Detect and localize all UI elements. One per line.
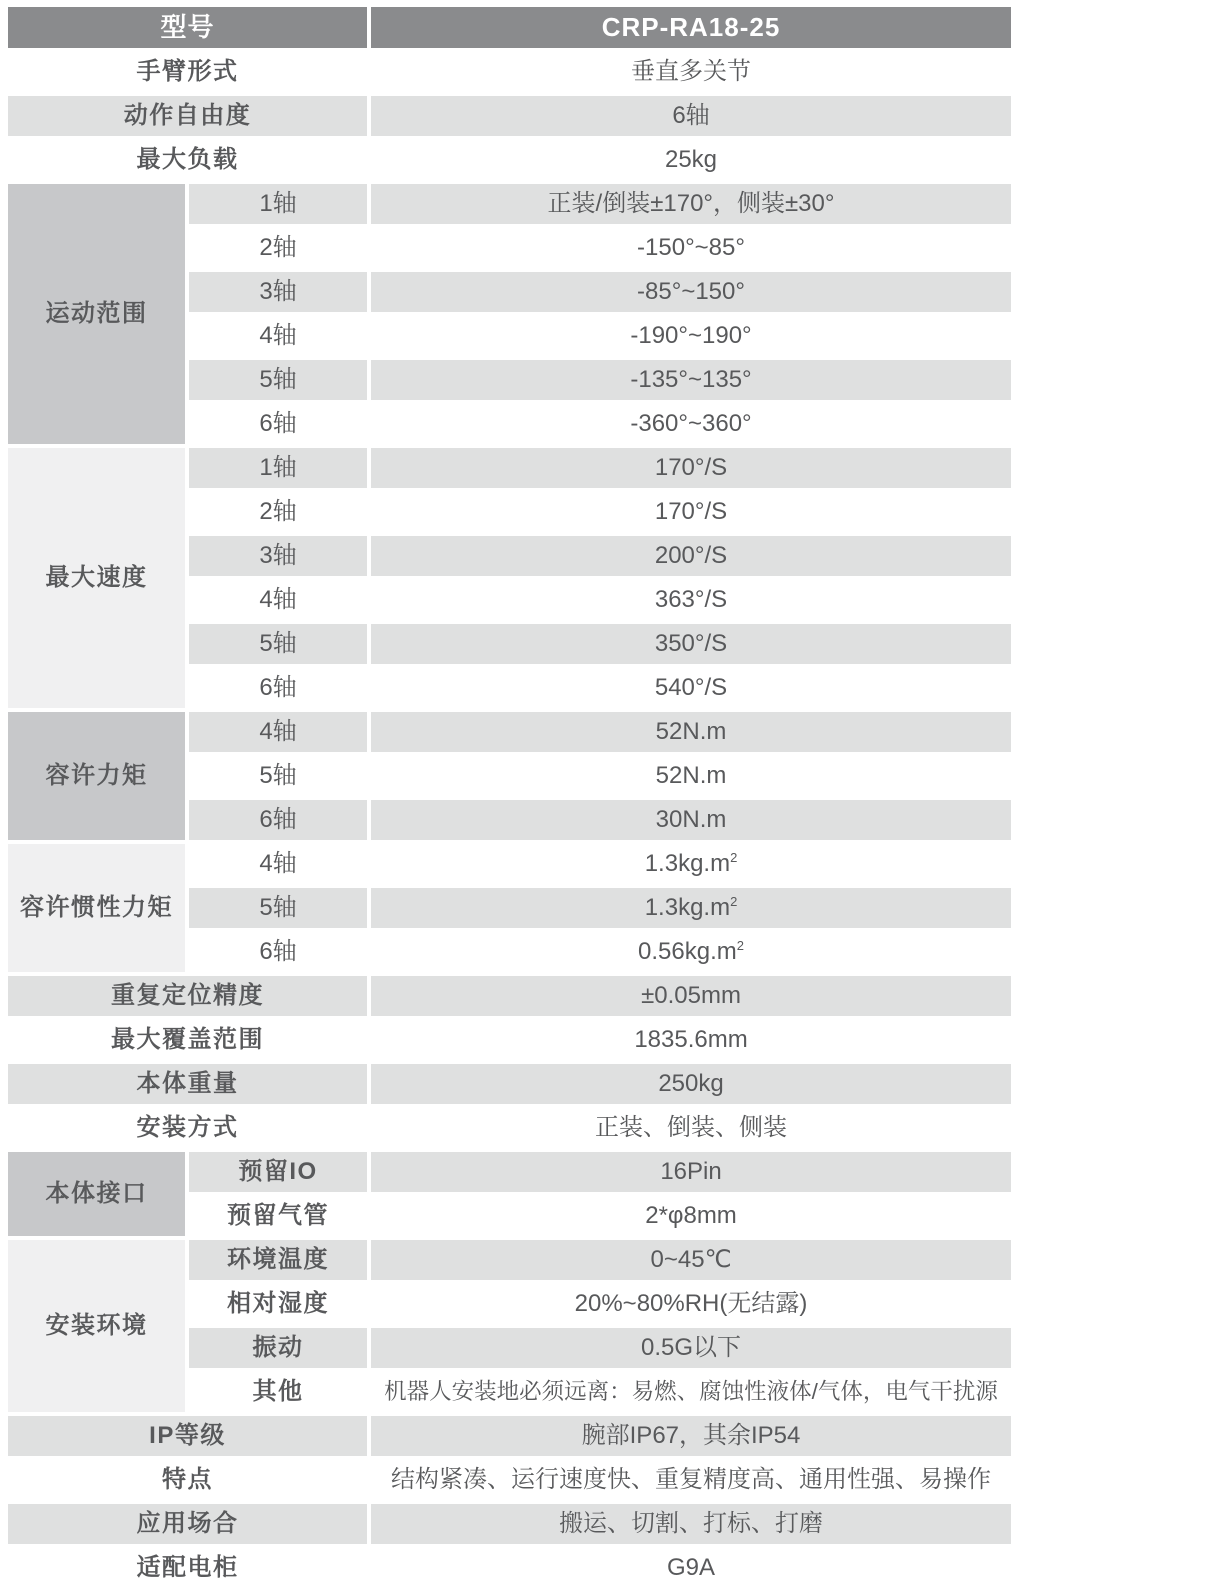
value-cell: -360°~360° (371, 404, 1011, 444)
value-cell: -190°~190° (371, 316, 1011, 356)
spec-table (4, 3, 1015, 1592)
group-label-cell: 容许惯性力矩 (8, 844, 185, 972)
row-label-cell: 安装方式 (8, 1108, 367, 1148)
row-label-cell: 最大覆盖范围 (8, 1020, 367, 1060)
axis-label-cell: 1轴 (189, 184, 367, 224)
group-label-cell: 安装环境 (8, 1240, 185, 1412)
table-row (8, 976, 1011, 1016)
value-cell: 20%~80%RH(无结露) (371, 1284, 1011, 1324)
table-row (8, 1108, 1011, 1148)
group-label-cell: 最大速度 (8, 448, 185, 708)
axis-label-cell: 6轴 (189, 668, 367, 708)
value-cell: 250kg (371, 1064, 1011, 1104)
table-row (8, 140, 1011, 180)
axis-label-cell: 6轴 (189, 404, 367, 444)
value-cell: G9A (371, 1548, 1011, 1588)
axis-label-cell: 1轴 (189, 448, 367, 488)
table-row (8, 1240, 1011, 1280)
row-label-cell: 应用场合 (8, 1504, 367, 1544)
sub-label-cell: 预留IO (189, 1152, 367, 1192)
table-row (8, 96, 1011, 136)
axis-label-cell: 6轴 (189, 800, 367, 840)
row-label-cell: IP等级 (8, 1416, 367, 1456)
row-label-cell: 适配电柜 (8, 1548, 367, 1588)
page (4, 3, 1226, 1592)
axis-label-cell: 5轴 (189, 624, 367, 664)
group-label-cell: 本体接口 (8, 1152, 185, 1236)
value-cell: 52N.m (371, 712, 1011, 752)
row-label-cell: 动作自由度 (8, 96, 367, 136)
value-cell: 垂直多关节 (371, 52, 1011, 92)
value-cell: $0.56kg.m^2$ (371, 932, 1011, 972)
table-row (8, 1460, 1011, 1500)
value-cell: 结构紧凑、运行速度快、重复精度高、通用性强、易操作 (371, 1460, 1011, 1500)
value-cell: -150°~85° (371, 228, 1011, 268)
value-cell: 350°/S (371, 624, 1011, 664)
value-cell: -135°~135° (371, 360, 1011, 400)
value-cell: 搬运、切割、打标、打磨 (371, 1504, 1011, 1544)
value-cell: -85°~150° (371, 272, 1011, 312)
superscript: 2 (736, 937, 744, 953)
group-label-cell: 运动范围 (8, 184, 185, 444)
value-cell: 52N.m (371, 756, 1011, 796)
value-cell: 1835.6mm (371, 1020, 1011, 1060)
table-row (8, 1416, 1011, 1456)
table-row (8, 52, 1011, 92)
row-label-cell: 特点 (8, 1460, 367, 1500)
value-cell: 170°/S (371, 448, 1011, 488)
value-cell: ±0.05mm (371, 976, 1011, 1016)
value-cell: 机器人安装地必须远离：易燃、腐蚀性液体/气体，电气干扰源 (371, 1372, 1011, 1412)
axis-label-cell: 4轴 (189, 712, 367, 752)
sub-label-cell: 振动 (189, 1328, 367, 1368)
sub-label-cell: 其他 (189, 1372, 367, 1412)
table-row (8, 844, 1011, 884)
value-cell: $1.3kg.m^2$ (371, 888, 1011, 928)
row-label-cell: 重复定位精度 (8, 976, 367, 1016)
axis-label-cell: 4轴 (189, 316, 367, 356)
sub-label-cell: 环境温度 (189, 1240, 367, 1280)
table-row (8, 712, 1011, 752)
axis-label-cell: 5轴 (189, 360, 367, 400)
axis-label-cell: 6轴 (189, 932, 367, 972)
table-row (8, 448, 1011, 488)
row-label-cell: 最大负载 (8, 140, 367, 180)
spec-table-body (8, 7, 1011, 1588)
row-label-cell: 本体重量 (8, 1064, 367, 1104)
sub-label-cell: 预留气管 (189, 1196, 367, 1236)
superscript: 2 (730, 893, 738, 909)
value-cell: 170°/S (371, 492, 1011, 532)
value-cell: 363°/S (371, 580, 1011, 620)
axis-label-cell: 2轴 (189, 492, 367, 532)
value-cell: 正装/倒装±170°，侧装±30° (371, 184, 1011, 224)
value-cell: 0.5G以下 (371, 1328, 1011, 1368)
axis-label-cell: 4轴 (189, 580, 367, 620)
table-row (8, 1064, 1011, 1104)
axis-label-cell: 5轴 (189, 756, 367, 796)
value-cell: 正装、倒装、侧装 (371, 1108, 1011, 1148)
table-row (8, 1548, 1011, 1588)
table-row (8, 1020, 1011, 1060)
value-cell: 腕部IP67，其余IP54 (371, 1416, 1011, 1456)
axis-label-cell: 3轴 (189, 536, 367, 576)
value-cell: 16Pin (371, 1152, 1011, 1192)
sub-label-cell: 相对湿度 (189, 1284, 367, 1324)
axis-label-cell: 4轴 (189, 844, 367, 884)
axis-label-cell: 5轴 (189, 888, 367, 928)
value-cell: $1.3kg.m^2$ (371, 844, 1011, 884)
group-label-cell: 容许力矩 (8, 712, 185, 840)
axis-label-cell: 2轴 (189, 228, 367, 268)
header-cell: 型号 (8, 7, 367, 48)
value-cell: 6轴 (371, 96, 1011, 136)
value-cell: 30N.m (371, 800, 1011, 840)
table-row (8, 184, 1011, 224)
table-row (8, 1152, 1011, 1192)
value-cell: 540°/S (371, 668, 1011, 708)
value-cell: 0~45℃ (371, 1240, 1011, 1280)
value-cell: 200°/S (371, 536, 1011, 576)
value-cell: 2*φ8mm (371, 1196, 1011, 1236)
row-label-cell: 手臂形式 (8, 52, 367, 92)
value-cell: 25kg (371, 140, 1011, 180)
axis-label-cell: 3轴 (189, 272, 367, 312)
table-row (8, 1504, 1011, 1544)
table-row (8, 7, 1011, 48)
superscript: 2 (730, 849, 738, 865)
header-cell: CRP-RA18-25 (371, 7, 1011, 48)
